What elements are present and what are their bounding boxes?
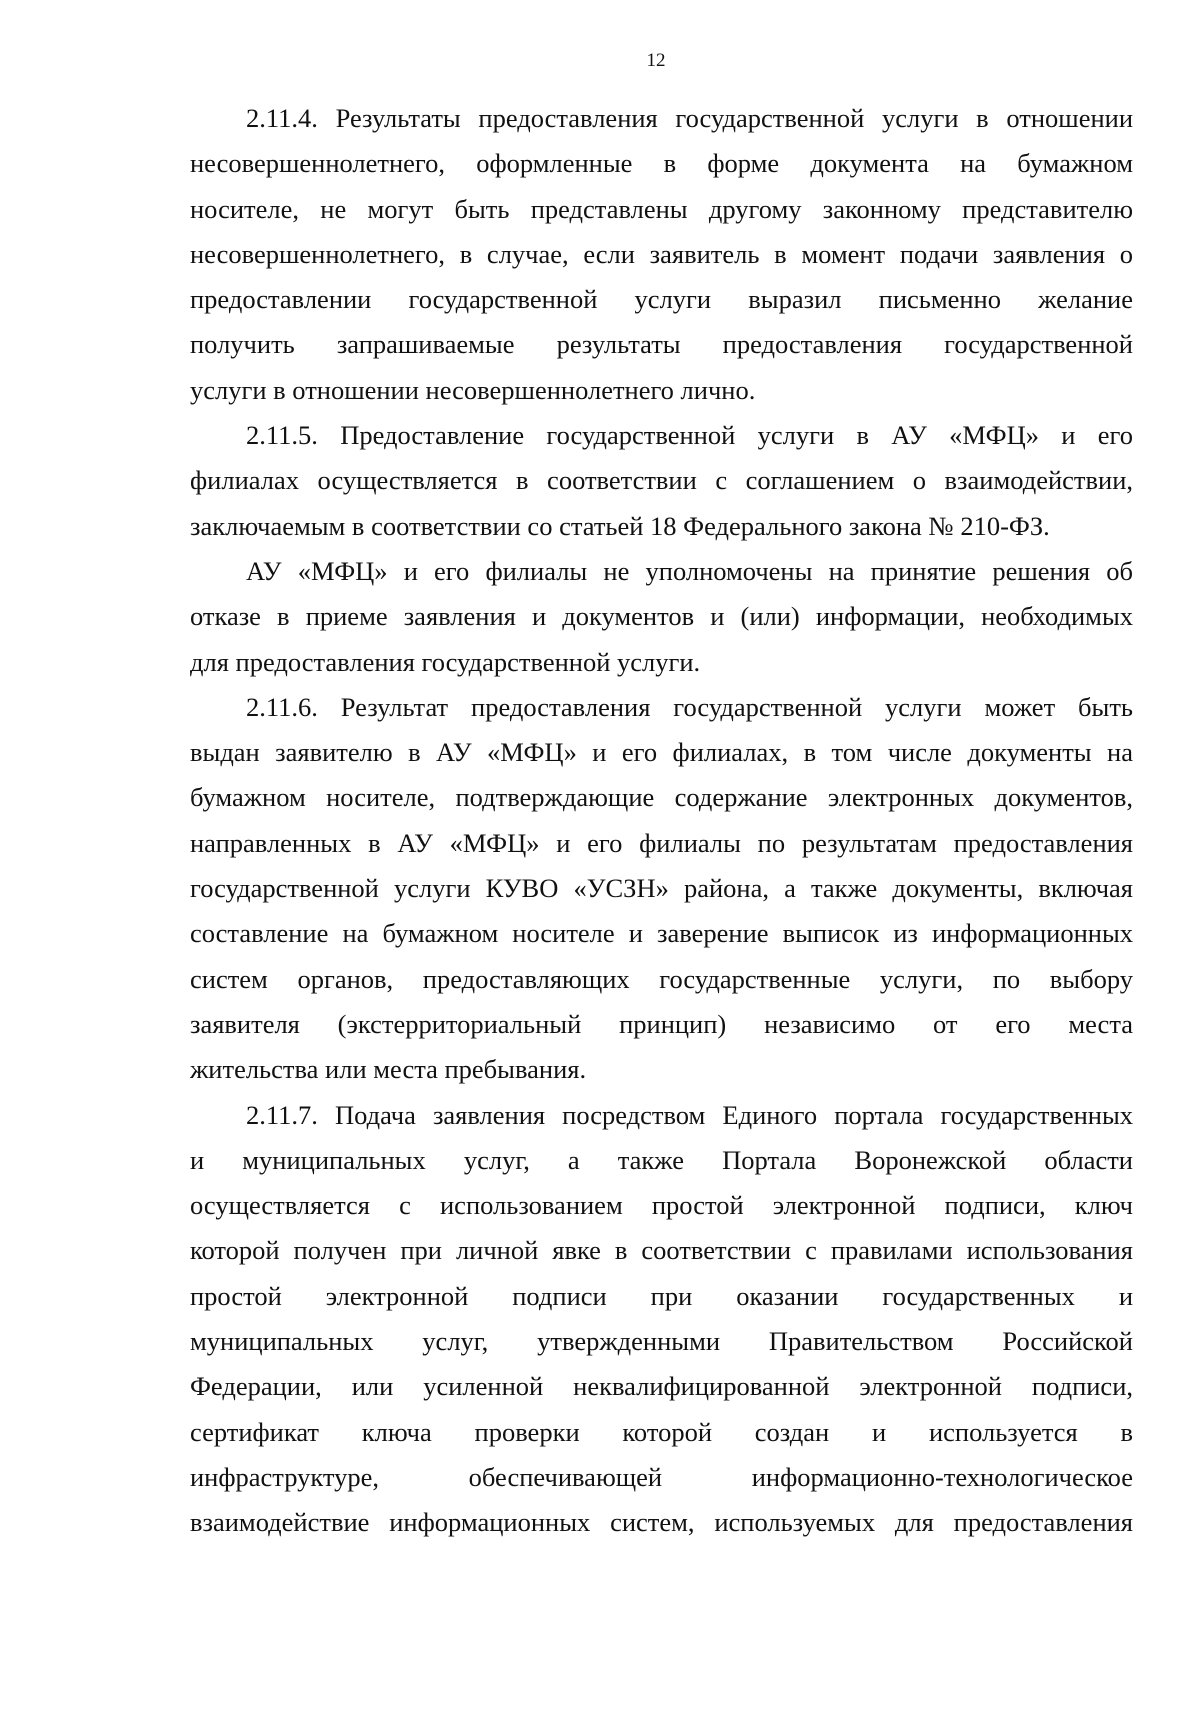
page-number: 12	[646, 50, 666, 71]
text-line: бумажном носителе, подтверждающие содержание электронных документов,	[190, 782, 1133, 813]
text-line: 2.11.7. Подача заявления посредством Единого портала государственных	[246, 1099, 1133, 1130]
text-line: получить запрашиваемые результаты предоставления государственной	[190, 329, 1133, 360]
text-line: для предоставления государственной услуги.	[190, 646, 701, 677]
text-line: систем органов, предоставляющих государственные услуги, по выбору	[190, 963, 1133, 994]
text-line: жительства или места пребывания.	[190, 1054, 587, 1085]
text-line: предоставлении государственной услуги выразил письменно желание	[190, 284, 1133, 315]
text-line: составление на бумажном носителе и заверение выписок из информационных	[190, 918, 1133, 949]
text-line: инфраструктуре, обеспечивающей информационно-технологическое	[190, 1461, 1133, 1492]
text-line: которой получен при личной явке в соответствии с правилами использования	[190, 1235, 1133, 1266]
text-line: АУ «МФЦ» и его филиалы не уполномочены на принятие решения об	[246, 555, 1133, 586]
paragraph	[190, 96, 1133, 413]
paragraph	[190, 413, 1133, 549]
text-line: сертификат ключа проверки которой создан и используется в	[190, 1416, 1133, 1447]
text-line: 2.11.5. Предоставление государственной услуги в АУ «МФЦ» и его	[246, 420, 1133, 451]
text-line: 2.11.6. Результат предоставления государственной услуги может быть	[246, 691, 1133, 722]
text-line: заявителя (экстерриториальный принцип) независимо от его места	[190, 1008, 1133, 1039]
text-line: государственной услуги КУВО «УСЗН» района, а также документы, включая	[190, 873, 1133, 904]
text-line: осуществляется с использованием простой электронной подписи, ключ	[190, 1190, 1133, 1221]
text-line: Федерации, или усиленной неквалифицированной электронной подписи,	[190, 1371, 1133, 1402]
text-line: направленных в АУ «МФЦ» и его филиалы по результатам предоставления	[190, 827, 1133, 858]
text-line: филиалах осуществляется в соответствии с соглашением о взаимодействии,	[190, 465, 1133, 496]
text-line: услуги в отношении несовершеннолетнего лично.	[190, 374, 756, 405]
paragraph	[190, 685, 1133, 1093]
text-line: несовершеннолетнего, оформленные в форме документа на бумажном	[190, 148, 1133, 179]
text-line: выдан заявителю в АУ «МФЦ» и его филиалах, в том числе документы на	[190, 737, 1133, 768]
text-line: и муниципальных услуг, а также Портала Воронежской области	[190, 1144, 1133, 1175]
text-line: простой электронной подписи при оказании государственных и	[190, 1280, 1133, 1311]
text-line: отказе в приеме заявления и документов и (или) информации, необходимых	[190, 601, 1133, 632]
document-body	[190, 96, 1133, 1546]
text-line: взаимодействие информационных систем, используемых для предоставления	[190, 1507, 1133, 1538]
text-line: муниципальных услуг, утвержденными Правительством Российской	[190, 1326, 1133, 1357]
paragraph	[190, 549, 1133, 685]
paragraph	[190, 1093, 1133, 1546]
text-line: заключаемым в соответствии со статьей 18 Федерального закона № 210-ФЗ.	[190, 510, 1050, 541]
text-line: несовершеннолетнего, в случае, если заявитель в момент подачи заявления о	[190, 238, 1133, 269]
text-line: носителе, не могут быть представлены другому законному представителю	[190, 193, 1133, 224]
text-line: 2.11.4. Результаты предоставления государственной услуги в отношении	[246, 103, 1133, 133]
